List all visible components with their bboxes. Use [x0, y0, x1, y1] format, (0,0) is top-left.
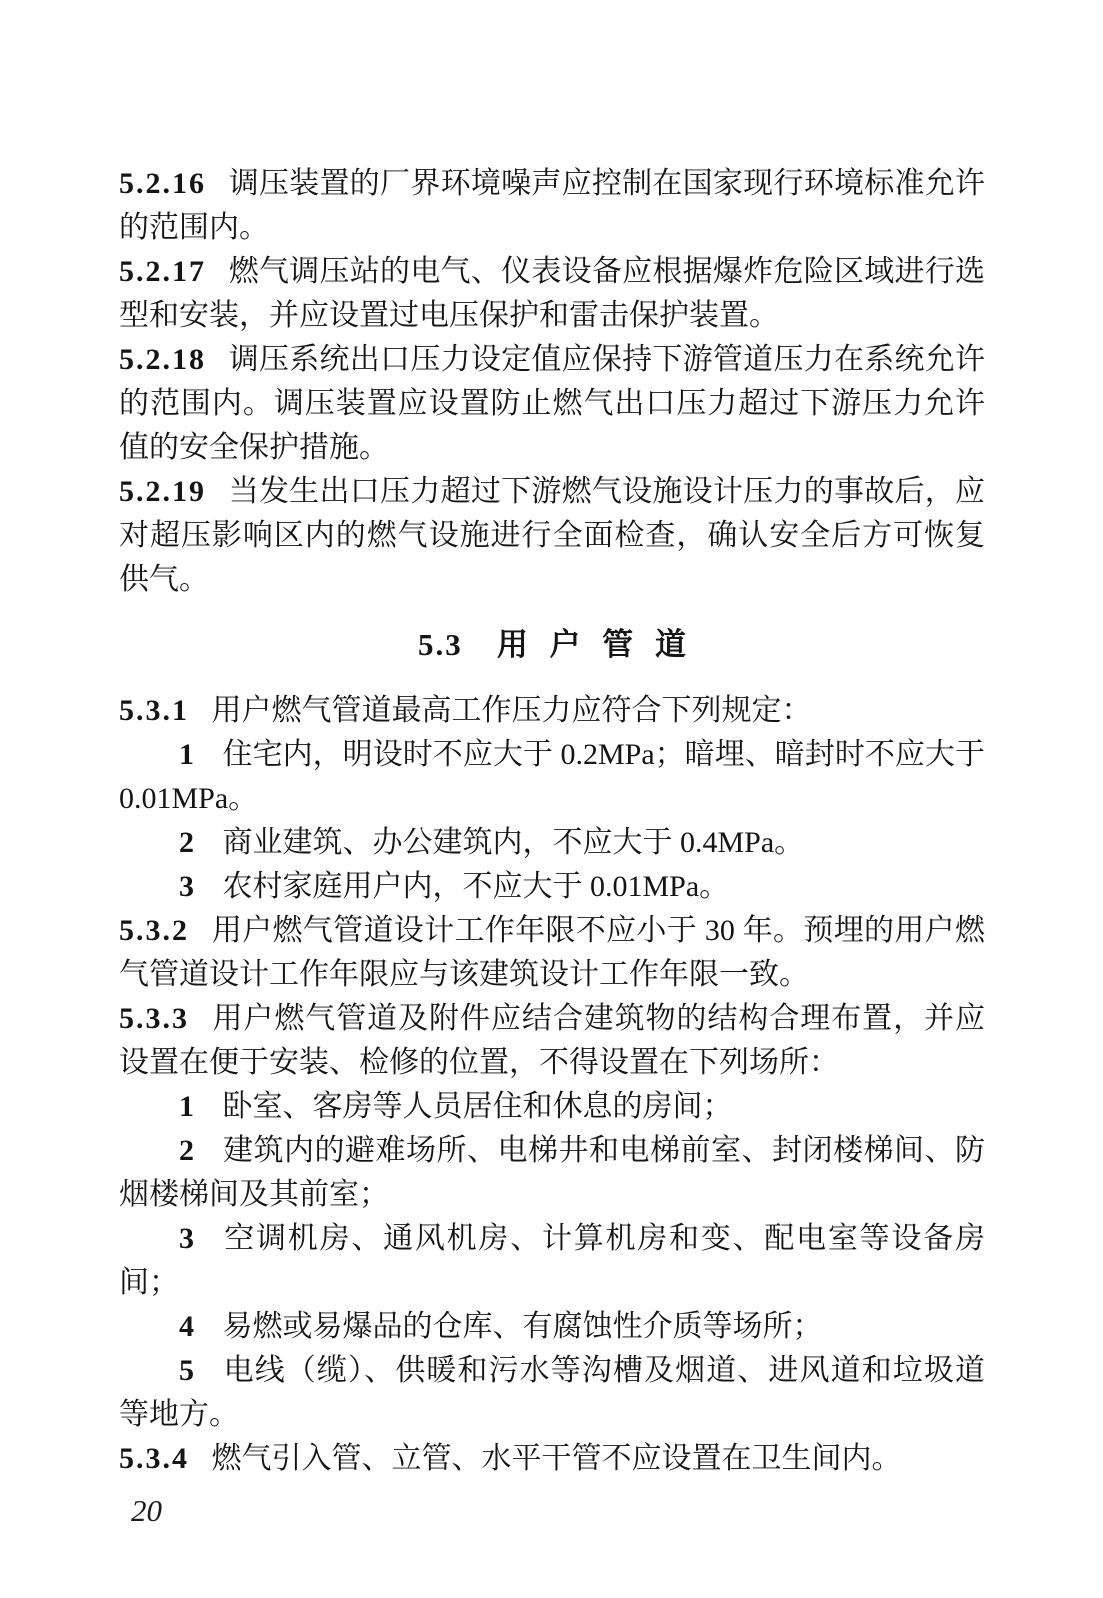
item-text: 农村家庭用户内，不应大于 0.01MPa。	[222, 870, 730, 903]
clause-text: 当发生出口压力超过下游燃气设施设计压力的事故后，应对超压影响区内的燃气设施进行全面检查，确认安全后方可恢复供气。	[119, 475, 985, 596]
clause-text: 调压装置的厂界环境噪声应控制在国家现行环境标准允许的范围内。	[119, 167, 985, 244]
clause-5-3-3	[119, 997, 985, 1085]
section-heading-5-3	[119, 623, 985, 667]
list-item-533-4	[119, 1305, 985, 1349]
item-number: 5	[179, 1354, 194, 1387]
item-text: 卧室、客房等人员居住和休息的房间；	[222, 1090, 733, 1123]
clause-number: 5.2.16	[119, 167, 206, 200]
list-item-531-2	[119, 821, 985, 865]
clause-text: 燃气调压站的电气、仪表设备应根据爆炸危险区域进行选型和安装，并应设置过电压保护和雷击保护装置。	[119, 255, 985, 332]
item-number: 2	[179, 826, 194, 859]
clause-number: 5.2.19	[119, 475, 206, 508]
clause-number: 5.3.1	[119, 694, 189, 727]
page-content	[119, 162, 985, 1481]
clause-text: 用户燃气管道及附件应结合建筑物的结构合理布置，并应设置在便于安装、检修的位置，不得设置在下列场所：	[119, 1002, 985, 1079]
item-number: 2	[179, 1134, 194, 1167]
item-text: 空调机房、通风机房、计算机房和变、配电室等设备房间；	[119, 1222, 985, 1299]
clause-5-2-18	[119, 338, 985, 470]
clause-5-2-16	[119, 162, 985, 250]
item-number: 4	[179, 1310, 194, 1343]
clause-number: 5.3.4	[119, 1442, 189, 1475]
list-item-533-3	[119, 1217, 985, 1305]
clause-5-2-17	[119, 250, 985, 338]
clause-5-3-2	[119, 909, 985, 997]
list-item-531-3	[119, 865, 985, 909]
clause-text: 用户燃气管道最高工作压力应符合下列规定：	[211, 694, 812, 727]
list-item-533-1	[119, 1085, 985, 1129]
section-number: 5.3	[418, 627, 463, 662]
section-title: 用户管道	[496, 627, 708, 662]
clause-number: 5.2.17	[119, 255, 206, 288]
page-number: 20	[131, 1493, 162, 1528]
clause-5-3-4	[119, 1437, 985, 1481]
item-text: 易燃或易爆品的仓库、有腐蚀性介质等场所；	[222, 1310, 823, 1343]
clause-number: 5.2.18	[119, 343, 206, 376]
list-item-531-1	[119, 733, 985, 821]
clause-number: 5.3.3	[119, 1002, 189, 1035]
item-text: 电线（缆）、供暖和污水等沟槽及烟道、进风道和垃圾道等地方。	[119, 1354, 985, 1431]
clause-text: 用户燃气管道设计工作年限不应小于 30 年。预埋的用户燃气管道设计工作年限应与该建筑设计工作年限一致。	[119, 914, 985, 991]
clause-number: 5.3.2	[119, 914, 189, 947]
list-item-533-5	[119, 1349, 985, 1437]
item-text: 建筑内的避难场所、电梯井和电梯前室、封闭楼梯间、防烟楼梯间及其前室；	[119, 1134, 985, 1211]
item-text: 商业建筑、办公建筑内，不应大于 0.4MPa。	[222, 826, 805, 859]
item-text: 住宅内，明设时不应大于 0.2MPa；暗埋、暗封时不应大于 0.01MPa。	[119, 738, 985, 815]
item-number: 1	[179, 738, 194, 771]
list-item-533-2	[119, 1129, 985, 1217]
item-number: 1	[179, 1090, 194, 1123]
clause-5-2-19	[119, 470, 985, 602]
item-number: 3	[179, 870, 194, 903]
clause-5-3-1	[119, 689, 985, 733]
item-number: 3	[179, 1222, 194, 1255]
clause-text: 调压系统出口压力设定值应保持下游管道压力在系统允许的范围内。调压装置应设置防止燃气出口压力超过下游压力允许值的安全保护措施。	[119, 343, 985, 464]
clause-text: 燃气引入管、立管、水平干管不应设置在卫生间内。	[211, 1442, 902, 1475]
